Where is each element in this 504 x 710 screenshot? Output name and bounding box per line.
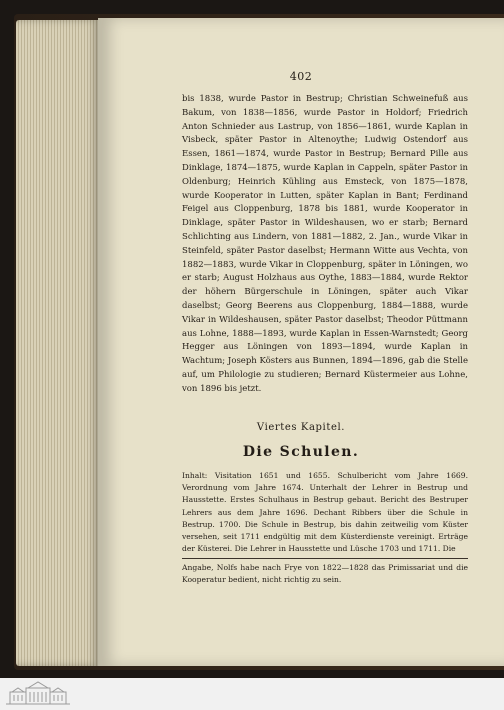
chapter-title: Die Schulen. (242, 444, 360, 460)
body-text: bis 1838, wurde Pastor in Bestrup; Christian Schweinefuß aus Bakum, von 1838—1856, wurde Pastor in Holdorf; Friedrich Anton Schnieder aus Lastrup, von 1856—1861, wurde Kaplan in Visbeck, später Pastor in Altenoythe; Ludwig Ostendorf aus Essen, 1861—1874, wurde Pastor in Bestrup; Bernard Pille aus Dinklage, 1874—1875, wurde Kaplan in Cappeln, später Pastor in Oldenburg; Heinrich Kühling aus Emsteck, von 1875—1878, wurde Kooperator in Lutten, später Kaplan in Bant; Ferdinand Feigel aus Cloppenburg, 1878 bis 1881, wurde Kooperator in Dinklage, später Pastor in Wildeshausen, wo er starb; Bernard Schlichting aus Lindern, von 1881—1882, 2. Jan., wurde Vikar in Steinfeld, später Pastor daselbst; Hermann Witte aus Vechta, von 1882—1883, wurde Vikar in Cloppenburg, später in Löningen, wo er starb; August Holzhaus aus Oythe, 1883—1884, wurde Rektor der höhern Bürgerschule in Löningen, später auch Vikar daselbst; Georg Beerens aus Cloppenburg, 1884—1888, wurde Vikar in Wildeshausen, später Pastor daselbst; Theodor Püttmann aus Lohne, 1888—1893, wurde Kaplan in Essen-Warnstedt; Georg Hegger aus Löningen von 1893—1894, wurde Kaplan in Wachtum; Joseph Kösters aus Bunnen, 1894—1896, gab die Stelle auf, um Philologie zu studieren; Bernard Küstermeier aus Lohne, von 1896 bis jetzt. (182, 94, 468, 394)
chapter-label: Viertes Kapitel. (256, 422, 346, 433)
page-number: 402 (289, 70, 313, 83)
library-building-logo-icon (4, 680, 72, 706)
footnote-rule (182, 558, 468, 559)
bottom-bar (0, 678, 504, 710)
footnote: Angabe, Nolfs habe nach Frye von 1822—1828 das Primissariat und die Kooperatur bedient, nicht richtig zu sein. (182, 563, 468, 584)
book-page (98, 18, 504, 666)
page-edges (16, 20, 100, 666)
chapter-summary: Inhalt: Visitation 1651 und 1655. Schulbericht vom Jahre 1669. Verordnung vom Jahre 1674. Unterhalt der Lehrer in Bestrup und Hausstette. Erstes Schulhaus in Bestrup gebaut. Bericht des Bestruper Lehrers aus dem Jahre 1696. Dechant Ribbers über die Schule in Bestrup. 1700. Die Schule in Bestrup, bis dahin zeitweilig vom Küster versehen, seit 1711 endgültig mit dem Küsterdienste vereinigt. Erträge der Küsterei. Die Lehrer in Hausstette und Lüsche 1703 und 1711. Die (182, 471, 468, 554)
